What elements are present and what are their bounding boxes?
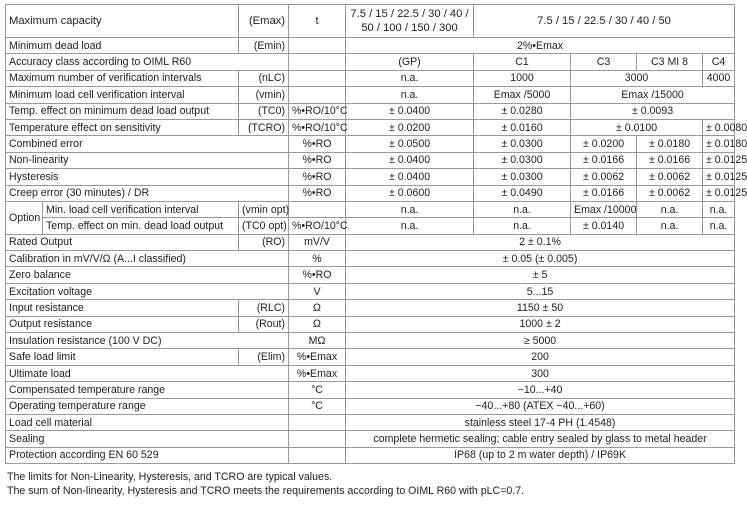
value-gp: n.a. bbox=[346, 70, 474, 86]
footnotes bbox=[7, 470, 524, 498]
label: Maximum number of verification intervals bbox=[6, 70, 239, 86]
symbol: (nLC) bbox=[239, 70, 289, 86]
value-c3mi8: n.a. bbox=[637, 201, 703, 217]
value-gp: ± 0.0500 bbox=[346, 136, 474, 152]
value: ± 5 bbox=[346, 267, 735, 283]
label: Minimum load cell verification interval bbox=[6, 87, 239, 103]
unit: °C bbox=[289, 398, 346, 414]
value-gp: ± 0.0400 bbox=[346, 152, 474, 168]
value-c3mi8: n.a. bbox=[637, 218, 703, 234]
value: −40...+80 (ATEX −40...+60) bbox=[346, 398, 735, 414]
value-c3: ± 0.0100 bbox=[571, 119, 703, 135]
unit: %•Emax bbox=[289, 349, 346, 365]
value-gp: n.a. bbox=[346, 218, 474, 234]
value-c3mi8: ± 0.0062 bbox=[637, 169, 703, 185]
unit: Ω bbox=[289, 300, 346, 316]
value: 5...15 bbox=[346, 283, 735, 299]
value-c1: ± 0.0300 bbox=[474, 152, 571, 168]
unit: %•RO bbox=[289, 267, 346, 283]
unit: %•RO/10°C bbox=[289, 103, 346, 119]
value: 300 bbox=[346, 365, 735, 381]
value-c3-c4: Emax /15000 bbox=[571, 87, 735, 103]
row-min-dead-load bbox=[6, 38, 735, 54]
value-gp: ± 0.0600 bbox=[346, 185, 474, 201]
label: Input resistance bbox=[6, 300, 239, 316]
row-accuracy-class bbox=[6, 54, 735, 70]
value-c3: 3000 bbox=[571, 70, 703, 86]
value: ± 0.05 (± 0.005) bbox=[346, 251, 735, 267]
label: Load cell material bbox=[6, 414, 289, 430]
value-c1: ± 0.0300 bbox=[474, 136, 571, 152]
value-c3: ± 0.0166 bbox=[571, 152, 637, 168]
header-row bbox=[6, 5, 735, 38]
label: Min. load cell verification interval bbox=[43, 201, 239, 217]
symbol: (TC0 opt) bbox=[239, 218, 289, 234]
unit bbox=[289, 201, 346, 217]
row-temp-sensitivity bbox=[6, 119, 735, 135]
value-c4: ± 0.0180 bbox=[703, 136, 735, 152]
row-creep-error bbox=[6, 185, 735, 201]
footnote-oiml-requirement: The sum of Non-linearity, Hysteresis and TCRO meets the requirements according to OIML R60 with pLC=0.7. bbox=[7, 485, 525, 497]
row-excitation bbox=[6, 283, 735, 299]
value-c4: n.a. bbox=[703, 201, 735, 217]
value-gp: ± 0.0400 bbox=[346, 169, 474, 185]
row-protection bbox=[6, 447, 735, 463]
symbol: (Elim) bbox=[239, 349, 289, 365]
label: Protection according EN 60 529 bbox=[6, 447, 289, 463]
symbol: (RLC) bbox=[239, 300, 289, 316]
unit bbox=[289, 87, 346, 103]
row-min-interval bbox=[6, 87, 735, 103]
label: Rated Output bbox=[6, 234, 239, 250]
spec-table bbox=[5, 4, 747, 464]
header-capacity-gp: 7.5 / 15 / 22.5 / 30 / 40 / 50 / 100 / 150 / 300 bbox=[346, 5, 474, 38]
label: Insulation resistance (100 V DC) bbox=[6, 333, 289, 349]
spec-sheet bbox=[5, 4, 747, 464]
value-c1: ± 0.0280 bbox=[474, 103, 571, 119]
unit: %•RO/10°C bbox=[289, 218, 346, 234]
value-c4: n.a. bbox=[703, 218, 735, 234]
row-combined-error bbox=[6, 136, 735, 152]
value-c1: n.a. bbox=[474, 218, 571, 234]
value: −10...+40 bbox=[346, 382, 735, 398]
label: Compensated temperature range bbox=[6, 382, 289, 398]
label: Accuracy class according to OIML R60 bbox=[6, 54, 289, 70]
label: Calibration in mV/V/Ω (A...I classified) bbox=[6, 251, 289, 267]
row-input-resistance bbox=[6, 300, 735, 316]
value-c3: ± 0.0200 bbox=[571, 136, 637, 152]
unit bbox=[289, 38, 346, 54]
unit: %•Emax bbox=[289, 365, 346, 381]
label: Combined error bbox=[6, 136, 289, 152]
value-c3mi8: C3 MI 8 bbox=[637, 54, 703, 70]
row-option-temp bbox=[6, 218, 735, 234]
value-gp: ± 0.0400 bbox=[346, 103, 474, 119]
header-unit: t bbox=[289, 5, 346, 38]
row-rated-output bbox=[6, 234, 735, 250]
value-c3mi8: ± 0.0062 bbox=[637, 185, 703, 201]
row-temp-min-dead bbox=[6, 103, 735, 119]
row-sealing bbox=[6, 431, 735, 447]
value: 2 ± 0.1% bbox=[346, 234, 735, 250]
label: Temp. effect on minimum dead load output bbox=[6, 103, 239, 119]
row-safe-load bbox=[6, 349, 735, 365]
value-c3mi8: ± 0.0166 bbox=[637, 152, 703, 168]
unit: %•RO bbox=[289, 185, 346, 201]
label: Excitation voltage bbox=[6, 283, 289, 299]
symbol: (Emin) bbox=[239, 38, 289, 54]
label: Safe load limit bbox=[6, 349, 239, 365]
unit: MΩ bbox=[289, 333, 346, 349]
symbol: (vmin) bbox=[239, 87, 289, 103]
value: 1000 ± 2 bbox=[346, 316, 735, 332]
label: Non-linearity bbox=[6, 152, 289, 168]
value-c3: ± 0.0062 bbox=[571, 169, 637, 185]
symbol: (RO) bbox=[239, 234, 289, 250]
unit bbox=[289, 414, 346, 430]
value: ≥ 5000 bbox=[346, 333, 735, 349]
value-gp: n.a. bbox=[346, 87, 474, 103]
row-zero-balance bbox=[6, 267, 735, 283]
row-insulation bbox=[6, 333, 735, 349]
header-symbol: (Emax) bbox=[239, 5, 289, 38]
label: Operating temperature range bbox=[6, 398, 289, 414]
value-c1: ± 0.0490 bbox=[474, 185, 571, 201]
label: Creep error (30 minutes) / DR bbox=[6, 185, 289, 201]
row-non-linearity bbox=[6, 152, 735, 168]
unit: %•RO/10°C bbox=[289, 119, 346, 135]
footnote-typical-values: The limits for Non-Linearity, Hysteresis, and TCRO are typical values. bbox=[7, 471, 333, 483]
unit bbox=[289, 70, 346, 86]
row-compensated-temp bbox=[6, 382, 735, 398]
unit: % bbox=[289, 251, 346, 267]
unit: °C bbox=[289, 382, 346, 398]
value: 1150 ± 50 bbox=[346, 300, 735, 316]
label: Minimum dead load bbox=[6, 38, 239, 54]
value-c3: Emax /10000 bbox=[571, 201, 637, 217]
row-option-min-interval bbox=[6, 201, 735, 217]
row-material bbox=[6, 414, 735, 430]
value: 200 bbox=[346, 349, 735, 365]
label: Temperature effect on sensitivity bbox=[6, 119, 239, 135]
value-c4: 4000 bbox=[703, 70, 735, 86]
value-gp: ± 0.0200 bbox=[346, 119, 474, 135]
row-max-intervals bbox=[6, 70, 735, 86]
value-c3-c4: ± 0.0093 bbox=[571, 103, 735, 119]
value-c4: ± 0.0125 bbox=[703, 185, 735, 201]
value-c1: 1000 bbox=[474, 70, 571, 86]
value-c3: ± 0.0140 bbox=[571, 218, 637, 234]
symbol: (TCRO) bbox=[239, 119, 289, 135]
value: complete hermetic sealing; cable entry sealed by glass to metal header bbox=[346, 431, 735, 447]
unit: mV/V bbox=[289, 234, 346, 250]
label: Ultimate load bbox=[6, 365, 289, 381]
value: stainless steel 17-4 PH (1.4548) bbox=[346, 414, 735, 430]
value: IP68 (up to 2 m water depth) / IP69K bbox=[346, 447, 735, 463]
value-c1: Emax /5000 bbox=[474, 87, 571, 103]
label: Sealing bbox=[6, 431, 289, 447]
unit bbox=[289, 431, 346, 447]
value-c4: C4 bbox=[703, 54, 735, 70]
label: Temp. effect on min. dead load output bbox=[43, 218, 239, 234]
value-c3: ± 0.0166 bbox=[571, 185, 637, 201]
option-label: Option bbox=[6, 201, 43, 234]
unit: %•RO bbox=[289, 169, 346, 185]
value-c1: C1 bbox=[474, 54, 571, 70]
row-ultimate-load bbox=[6, 365, 735, 381]
unit bbox=[289, 447, 346, 463]
row-calibration bbox=[6, 251, 735, 267]
symbol: (vmin opt) bbox=[239, 201, 289, 217]
unit bbox=[289, 54, 346, 70]
row-hysteresis bbox=[6, 169, 735, 185]
value-c4: ± 0.0080 bbox=[703, 119, 735, 135]
value-c4: ± 0.0125 bbox=[703, 169, 735, 185]
value-c1: n.a. bbox=[474, 201, 571, 217]
value-gp: n.a. bbox=[346, 201, 474, 217]
symbol: (Rout) bbox=[239, 316, 289, 332]
row-operating-temp bbox=[6, 398, 735, 414]
unit: %•RO bbox=[289, 136, 346, 152]
header-capacity-c: 7.5 / 15 / 22.5 / 30 / 40 / 50 bbox=[474, 5, 735, 38]
value-c3mi8: ± 0.0180 bbox=[637, 136, 703, 152]
symbol: (TC0) bbox=[239, 103, 289, 119]
value-c4: ± 0.0125 bbox=[703, 152, 735, 168]
unit: %•RO bbox=[289, 152, 346, 168]
value-c1: ± 0.0300 bbox=[474, 169, 571, 185]
unit: Ω bbox=[289, 316, 346, 332]
row-output-resistance bbox=[6, 316, 735, 332]
value: 2%•Emax bbox=[346, 38, 735, 54]
value-gp: (GP) bbox=[346, 54, 474, 70]
header-label: Maximum capacity bbox=[6, 5, 239, 38]
value-c3: C3 bbox=[571, 54, 637, 70]
value-c1: ± 0.0160 bbox=[474, 119, 571, 135]
label: Zero balance bbox=[6, 267, 289, 283]
label: Output resistance bbox=[6, 316, 239, 332]
unit: V bbox=[289, 283, 346, 299]
label: Hysteresis bbox=[6, 169, 289, 185]
